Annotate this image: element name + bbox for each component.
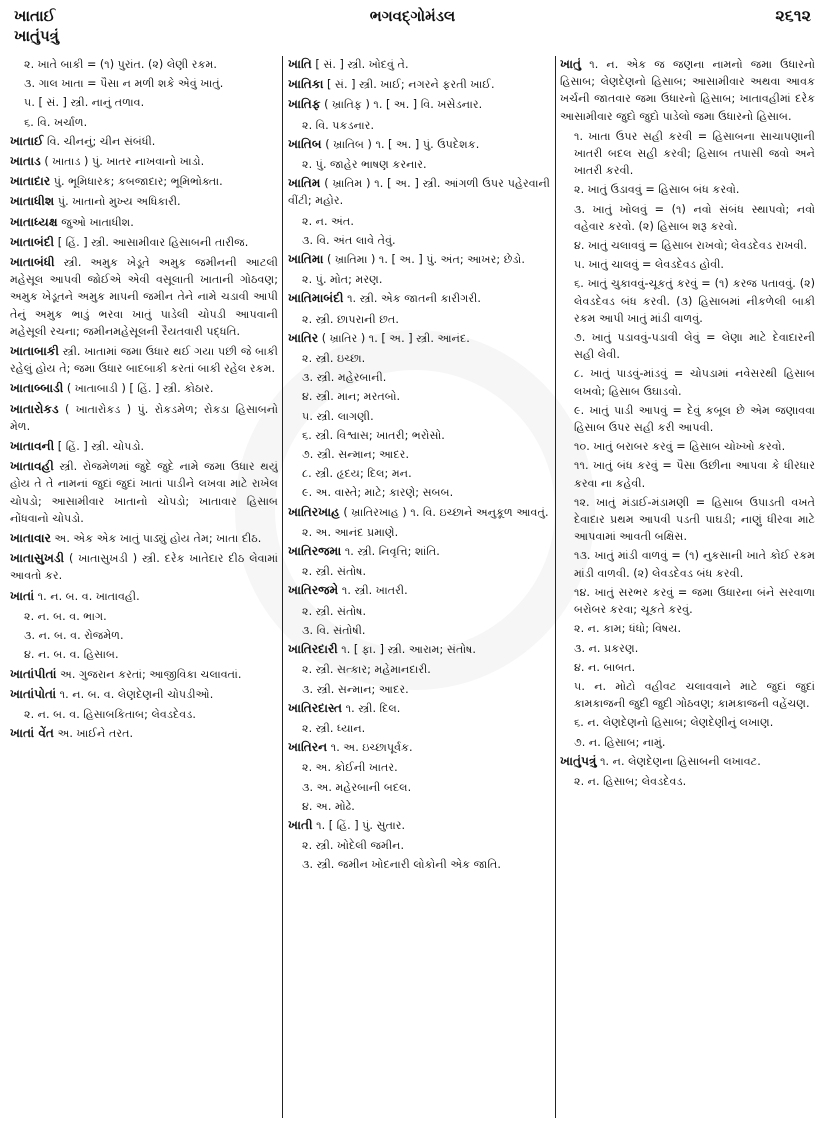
book-title: ભગવદ્ગોમંડલ [369, 7, 456, 25]
entry-headword: ખાતિફ [288, 97, 321, 112]
entry-definition: ૧૧. ખાતું બંધ કરવું = પૈસા ઉછીના આપવા કે ધીરધાર કરવા ના કહેવી. [574, 459, 815, 490]
entry-definition: ૨. સ્ત્રી. છાપરાની છત. [302, 312, 399, 326]
entry-headword: ખાતાધીશ [10, 194, 55, 209]
entry-definition: ૪. અ. મોઢે. [302, 799, 355, 813]
page-number: ૨૬૧૨ [775, 6, 811, 25]
entry-definition: ૧. [ હિં. ] પું. સુતાર. [316, 818, 406, 832]
dictionary-entry [288, 582, 550, 599]
dictionary-sense [288, 661, 550, 678]
entry-definition: ૨. સ્ત્રી. સંતોષ. [302, 604, 367, 618]
dictionary-entry [288, 76, 550, 93]
entry-headword: ખાતિરદાસ્ત [288, 700, 343, 715]
dictionary-sense [288, 603, 550, 620]
dictionary-entry [288, 330, 550, 347]
entry-definition: ૨. ખાતે બાકી = (૧) પુરાંત. (૨) લેણી રકમ. [24, 58, 217, 71]
entry-definition: ( ખ્રાતિબ ) ૧. [ અ. ] પું. ઉપદેશક. [325, 137, 480, 151]
entry-headword: ખાતિકા [288, 77, 324, 92]
entry-definition: ૮. સ્ત્રી. હૃદય; દિલ; મન. [302, 467, 412, 481]
dictionary-sense [560, 620, 815, 637]
entry-definition: ૨. ન. બ. વ. ભાગ. [24, 609, 107, 623]
entry-definition: ૧. ખાતા ઉપર સહી કરવી = હિસાબના સાચાપણાની ખાતરી બદલ સહી કરવી; હિસાબ તપાસી જવો અને ખાતરી કરવી. [574, 129, 815, 178]
entry-headword: ખાતું [560, 57, 582, 71]
entry-definition: ૫. સ્ત્રી. લાગણી. [302, 409, 374, 423]
entry-definition: ૨. ન. હિસાબ; લેવડદેવડ. [574, 774, 687, 788]
dictionary-entry [288, 504, 550, 521]
entry-definition: ૭. ખાતું પડાવવું-પડાવી લેવું = લેણા માટે દેવાદારની સહી લેવી. [574, 331, 815, 362]
entry-definition: ૪. ન. બ. વ. હિસાબ. [24, 648, 119, 662]
dictionary-sense [560, 201, 815, 235]
dictionary-entry [288, 136, 550, 153]
dictionary-sense [288, 681, 550, 698]
entry-definition: ૪. ન. બાબત. [574, 660, 636, 674]
entry-headword: ખાતિર [288, 330, 319, 345]
entry-headword: ખાતાવહી [10, 459, 54, 474]
entry-headword: ખાતિ [288, 57, 312, 71]
dictionary-entry [10, 234, 278, 251]
dictionary-entry [560, 56, 815, 125]
dictionary-sense [10, 114, 278, 131]
dictionary-sense [288, 117, 550, 134]
entry-definition: ૨. સ્ત્રી. સત્કાર; મહેમાનદારી. [302, 663, 431, 677]
entry-definition: ( ખાતાસુખડી ) સ્ત્રી. દરેક ખાતેદાર દીઠ લેવામાં આવતો કર. [10, 552, 278, 583]
dictionary-sense [560, 402, 815, 436]
entry-definition: ૩. વિ. સંતોષી. [302, 623, 366, 637]
entry-definition: ૨. સ્ત્રી. ખોદેલી જમીન. [302, 839, 405, 853]
entry-headword: ખાતાદાર [10, 174, 51, 189]
entry-definition: ૪. ખાતું ચલાવવું = હિસાબ રાખવો; લેવડદેવડ રાખવી. [574, 239, 808, 253]
entry-definition: ૫. [ સં. ] સ્ત્રી. નાનું તળાવ. [24, 96, 145, 110]
dictionary-entry [10, 254, 278, 340]
dictionary-sense [288, 232, 550, 249]
dictionary-entry [288, 96, 550, 113]
dictionary-entry [10, 530, 278, 547]
entry-definition: ૭. સ્ત્રી. સન્માન; આદર. [302, 448, 410, 462]
dictionary-entry [288, 175, 550, 209]
dictionary-sense [560, 365, 815, 399]
entry-definition: [ હિં. ] સ્ત્રી. ચોપડો. [57, 440, 145, 454]
dictionary-sense [288, 156, 550, 173]
dictionary-sense [560, 547, 815, 581]
guide-word-last: ખાતુંપત્રું [14, 27, 59, 45]
entry-definition: પું. ખાતાનો મુખ્ય અધિકારી. [57, 195, 181, 209]
entry-definition: ૩. ન. બ. વ. રોજમેળ. [24, 629, 124, 643]
dictionary-entry [10, 153, 278, 170]
dictionary-sense [288, 798, 550, 815]
entry-definition: ૧૦. ખાતું બરાબર કરવું = હિસાબ ચોખ્ખો કરવો. [574, 440, 786, 454]
entry-definition: ૧. સ્ત્રી. દિલ. [345, 701, 401, 715]
dictionary-sense [288, 563, 550, 580]
entry-definition: ૧. ન. બ. વ. ખાતાવહી. [37, 589, 140, 603]
entry-definition: ૨. પું. જાહેર ભાષણ કરનાર. [302, 158, 427, 172]
dictionary-entry [10, 133, 278, 150]
dictionary-sense [560, 237, 815, 254]
dictionary-entry [10, 588, 278, 605]
column-2 [288, 56, 550, 1118]
dictionary-sense [288, 779, 550, 796]
entry-definition: [ સં. ] સ્ત્રી. ખોદવું તે. [315, 58, 409, 71]
dictionary-sense [288, 271, 550, 288]
dictionary-sense [560, 678, 815, 712]
dictionary-entry [288, 739, 550, 756]
entry-definition: ૧૪. ખાતું સરભર કરવું = જમા ઉધારના બંને સરવાળા બરોબર કરવા; ચૂકતે કરવું. [574, 585, 815, 617]
entry-headword: ખાતિબ [288, 136, 322, 151]
entry-definition: ૨. સ્ત્રી. ધ્યાન. [302, 721, 366, 735]
entry-definition: ( ખ્રાતિમ ) ૧. [ અ. ] સ્ત્રી. આંગળી ઉપર પહેરવાની વીંટી; મહોર. [288, 177, 550, 208]
dictionary-sense [10, 75, 278, 92]
entry-definition: ૨. ન. અંત. [302, 214, 354, 228]
dictionary-sense [560, 181, 815, 198]
dictionary-entry [10, 380, 278, 397]
entry-definition: ( ખાતાબાડી ) [ હિં. ] સ્ત્રી. કોઠાર. [66, 382, 214, 396]
dictionary-entry [288, 56, 550, 73]
entry-definition: ૨. ન. કામ; ધંધો; વિષય. [574, 622, 682, 636]
entry-headword: ખાતિરજમે [288, 583, 339, 598]
entry-definition: ૬. ન. લેણદેણનો હિસાબ; લેણદેણીનું લખાણ. [574, 716, 774, 730]
entry-definition: [ હિં. ] સ્ત્રી. આસામીવાર હિસાબની તારીજ. [57, 235, 249, 249]
entry-definition: સ્ત્રી. અમુક ખેડૂતે અમુક જમીનની આટલી મહેસૂલ આપવી જોઈએ એવી વસૂલાતી ખાતાની ગોઠવણ; અમુક ખેડૂતને અમુક માપની જમીન તેને નામે ચડાવી આપી તેનું અમુક ભાડું ભરવા ખાતું પાડેલી ચોપડી આપવાની મહેસૂલી રચના; જમીનમહેસૂલની રૈયતવારી પદ્ધતિ. [10, 256, 278, 338]
dictionary-sense [288, 524, 550, 541]
entry-definition: અ. ખાઈને તરત. [57, 727, 134, 741]
dictionary-sense [560, 128, 815, 180]
dictionary-sense [560, 734, 815, 751]
column-divider [555, 56, 556, 1118]
entry-definition: ૯. અ. વાસ્તે; માટે; કારણે; સબબ. [302, 486, 454, 500]
dictionary-sense [560, 773, 815, 790]
entry-headword: ખાતાસુખડી [10, 551, 65, 566]
dictionary-entry [10, 550, 278, 584]
entry-definition: ૧. સ્ત્રી. ખાતરી. [341, 584, 408, 598]
dictionary-entry [288, 251, 550, 268]
dictionary-sense [288, 427, 550, 444]
dictionary-sense [288, 837, 550, 854]
entry-definition: ૨. અ. આનંદ પ્રમાણે. [302, 525, 399, 539]
entry-headword: ખાતિમાબંદી [288, 291, 344, 306]
entry-definition: ૩. વિ. અંત લાવે તેવું. [302, 233, 396, 247]
entry-definition: સ્ત્રી. ખાતામાં જમા ઉધાર થઈ ગયા પછી જે બાકી રહેલું હોય તે; જમા ઉધાર બાદબાકી કરતાં બાકી રહેલ રકમ. [10, 345, 278, 376]
dictionary-sense [560, 457, 815, 491]
entry-definition: ૩. ન. પ્રકરણ. [574, 641, 639, 655]
entry-definition: ૮. ખાતું પાડવું-માંડવું = ચોપડામાં નવેસરથી હિસાબ લખવો; હિસાબ ઉઘાડવો. [574, 367, 815, 398]
entry-definition: ૯. ખાતું પાડી આપવું = દેવું કબૂલ છે એમ જણાવવા હિસાબ ઉપર સહી કરી આપવી. [574, 403, 815, 435]
entry-definition: ૬. સ્ત્રી. વિશ્વાસ; ખાતરી; ભરોસો. [302, 428, 445, 442]
entry-headword: ખાતાવની [10, 439, 55, 454]
entry-definition: ૩. ગાલ ખાતા = પૈસા ન મળી શકે એવું ખાતું. [24, 77, 224, 91]
dictionary-sense [288, 484, 550, 501]
entry-definition: સ્ત્રી. રોજમેળમાં જુદે જુદે નામે જમા ઉધાર થયું હોય તે તે નામનાં જુદાં જુદાં ખાતાં પાડીને લખવા માટે રાખેલ ચોપડો; આસામીવાર ખાતાનો ચોપડો; ખાતાવાર હિસાબ નોંધવાનો ચોપડો. [10, 460, 278, 525]
dictionary-sense [10, 646, 278, 663]
entry-definition: ૨. સ્ત્રી. સંતોષ. [302, 565, 367, 579]
dictionary-sense [288, 350, 550, 367]
entry-headword: ખાતાવાર [10, 531, 51, 546]
entry-definition: ૪. સ્ત્રી. માન; મરતબો. [302, 390, 401, 404]
dictionary-sense [10, 56, 278, 73]
entry-definition: ૧. ન. બ. વ. લેણદેણની ચોપડીઓ. [59, 687, 214, 701]
entry-definition: ૩. અ. મહેરબાની બદલ. [302, 780, 412, 794]
entry-definition: ૬. વિ. ખર્ચાળ. [24, 115, 88, 129]
dictionary-sense [560, 584, 815, 618]
entry-headword: ખાતાઈ [10, 133, 44, 148]
dictionary-sense [288, 311, 550, 328]
column-3 [560, 56, 815, 1118]
dictionary-entry [10, 438, 278, 455]
entry-definition: ૩. સ્ત્રી. મહેરબાની. [302, 371, 387, 385]
entry-headword: ખાતિરદારી [288, 642, 338, 657]
entry-definition: ૧. ન. એક જ જણના નામનો જમા ઉધારનો હિસાબ; લેણદેણનો હિસાબ; આસામીવાર અથવા આવક ખર્ચની જાતવાર જમા ઉધારનો હિસાબ; ખાતાવહીમાં દરેક આસામીવાર જુદો જુદો પાડેલો જમા ઉધારનો હિસાબ. [560, 58, 815, 123]
entry-headword: ખાતાબ્બાડી [10, 381, 64, 396]
dictionary-sense [560, 438, 815, 455]
entry-definition: ( ખ્રાતિફ ) ૧. [ અ. ] વિ. ખસેડનાર. [324, 98, 483, 112]
dictionary-entry [288, 543, 550, 560]
dictionary-entry [10, 401, 278, 435]
entry-headword: ખાતાં [10, 588, 35, 603]
column-divider [282, 56, 283, 1118]
dictionary-sense [10, 608, 278, 625]
dictionary-sense [10, 627, 278, 644]
entry-definition: ૫. ન. મોટો વહીવટ ચલાવવાને માટે જુદાં જુદાં કામકાજની જુદી જુદી ગોઠવણ; કામકાજની વહેંચણ. [574, 679, 815, 711]
entry-definition: ૨. વિ. પકડનાર. [302, 118, 375, 132]
entry-definition: ૩. ખાતું ખોલવું = (૧) નવો સંબંધ સ્થાપવો; નવો વહેવાર કરવો. (૨) હિસાબ શરૂ કરવો. [574, 202, 815, 233]
dictionary-sense [288, 759, 550, 776]
dictionary-entry [10, 343, 278, 377]
dictionary-entry [10, 725, 278, 742]
column-1 [10, 56, 278, 1118]
entry-definition: ૩. સ્ત્રી. જમીન ખોદનારી લોકોની એક જાતિ. [302, 858, 501, 872]
dictionary-sense [288, 622, 550, 639]
entry-headword: ખાતિરન [288, 740, 328, 755]
dictionary-sense [560, 256, 815, 273]
dictionary-entry [288, 817, 550, 834]
entry-headword: ખાતાડ [10, 154, 41, 169]
dictionary-sense [288, 465, 550, 482]
dictionary-sense [560, 640, 815, 657]
entry-definition: અ. એક એક ખાતું પાડ્યું હોય તેમ; ખાતા દીઠ. [54, 532, 262, 546]
entry-definition: ( ખાતારોકડ ) પું. રોકડમેળ; રોકડા હિસાબનો મેળ. [10, 402, 278, 433]
entry-headword: ખાતુંપત્રું [560, 753, 597, 768]
entry-headword: ખાતાધ્યક્ષ [10, 214, 58, 229]
entry-definition: જુઓ ખાતાધીશ. [61, 215, 134, 229]
dictionary-entry [10, 214, 278, 231]
entry-definition: ૨. ન. બ. વ. હિસાબકિતાબ; લેવડદેવડ. [24, 707, 196, 721]
entry-definition: ૨. ખાતું ઉડાવવું = હિસાબ બંધ કરવો. [574, 183, 740, 197]
guide-word-first: ખાતાઈ [14, 7, 56, 25]
entry-definition: ૧. અ. ઇચ્છાપૂર્વક. [330, 741, 413, 755]
entry-definition: ૭. ન. હિસાબ; નામું. [574, 735, 666, 749]
dictionary-sense [560, 275, 815, 327]
entry-headword: ખાતાબંધી [10, 255, 55, 270]
dictionary-sense [288, 720, 550, 737]
dictionary-sense [560, 494, 815, 546]
entry-definition: પું. ભૂમિધારક; કબજાદાર; ભૂમિભોક્તા. [53, 175, 223, 189]
entry-definition: વિ. ચીનનું; ચીન સંબંધી. [47, 134, 156, 148]
dictionary-sense [10, 706, 278, 723]
entry-headword: ખાતાંપીતાં [10, 666, 57, 681]
entry-definition: ૫. ખાતું ચાલવું = લેવડદેવડ હોવી. [574, 258, 724, 272]
entry-definition: ( ખ્રાતિમા ) ૧. [ અ. ] પું. અંત; આખર; છેડો. [327, 253, 525, 267]
entry-headword: ખાતિમા [288, 252, 324, 267]
dictionary-sense [560, 714, 815, 731]
entry-definition: અ. ગુજરાન કરતાં; આજીવિકા ચલાવતાં. [60, 667, 242, 681]
dictionary-sense [560, 659, 815, 676]
dictionary-entry [10, 173, 278, 190]
entry-headword: ખાતિરખાહ [288, 504, 340, 519]
entry-definition: ૬. ખાતું ચુકાવવું-ચૂકતું કરવું = (૧) કરજ પતાવવું. (૨) લેવડદેવડ બંધ કરવી. (૩) હિસાબમાં નીકળેલી બાકી રકમ આપી ખાતું માંડી વાળવું. [574, 277, 815, 325]
entry-headword: ખાતાબંદી [10, 234, 55, 249]
dictionary-sense [10, 94, 278, 111]
entry-definition: ૧. ન. લેણદેણના હિસાબની લખાવટ. [600, 754, 761, 768]
entry-headword: ખાતાંપોતાં [10, 686, 57, 701]
entry-definition: ૨. અ. કોઈની ખાતર. [302, 761, 398, 775]
entry-headword: ખાતિમ [288, 176, 321, 191]
entry-definition: ૧. [ ફા. ] સ્ત્રી. આરામ; સંતોષ. [341, 643, 476, 657]
entry-definition: ૧૨. ખાતું મંડાઈ-મંડામણી = હિસાબ ઉપાડતી વખતે દેવાદાર પ્રથમ આપવી પડતી પાઘડી; નાણું ધીરવા માટે આપવામાં આવતી બક્ષિસ. [574, 495, 815, 544]
dictionary-sense [288, 856, 550, 873]
dictionary-entry [288, 700, 550, 717]
entry-headword: ખાતાં વેંત [10, 726, 54, 741]
dictionary-entry [10, 458, 278, 527]
entry-definition: ૧. સ્ત્રી. નિવૃત્તિ; શાંતિ. [344, 545, 440, 559]
dictionary-sense [560, 329, 815, 363]
entry-definition: ( ખ્રાતિરખાહ ) ૧. વિ. ઇચ્છાને અનુકૂળ આવતું. [343, 505, 549, 519]
entry-definition: ૧૩. ખાતું માંડી વાળવું = (૧) નુકસાની ખાતે કોઈ રકમ માંડી વાળવી. (૨) લેવડદેવડ બંધ કરવી. [574, 549, 815, 580]
entry-definition: ૩. સ્ત્રી. સન્માન; આદર. [302, 682, 409, 696]
entry-headword: ખાતી [288, 817, 313, 832]
dictionary-entry [10, 686, 278, 703]
columns-container [10, 56, 815, 1118]
entry-definition: ૨. પું. મોત; મરણ. [302, 273, 383, 287]
dictionary-sense [288, 446, 550, 463]
dictionary-sense [288, 388, 550, 405]
dictionary-entry [288, 641, 550, 658]
dictionary-sense [288, 408, 550, 425]
dictionary-entry [288, 290, 550, 307]
dictionary-entry [10, 666, 278, 683]
entry-definition: ૧. સ્ત્રી. એક જાતની કારીગરી. [347, 292, 481, 306]
page-header [10, 6, 815, 54]
entry-definition: [ સં. ] સ્ત્રી. ખાઈ; નગરને ફરતી ખાઈ. [327, 78, 495, 92]
dictionary-sense [288, 369, 550, 386]
dictionary-entry [10, 193, 278, 210]
entry-definition: ( ખ્રાતિર ) ૧. [ અ. ] સ્ત્રી. આનંદ. [321, 331, 470, 345]
entry-headword: ખાતિરજમા [288, 544, 342, 559]
dictionary-sense [288, 213, 550, 230]
dictionary-entry [560, 753, 815, 770]
entry-definition: ૨. સ્ત્રી. ઇચ્છા. [302, 352, 366, 366]
entry-headword: ખાતાબાકી [10, 344, 59, 359]
entry-headword: ખાતારોકડ [10, 401, 59, 416]
entry-definition: ( ખાતાડ ) પું. ખાતર નાખવાનો ખાડો. [44, 155, 205, 169]
